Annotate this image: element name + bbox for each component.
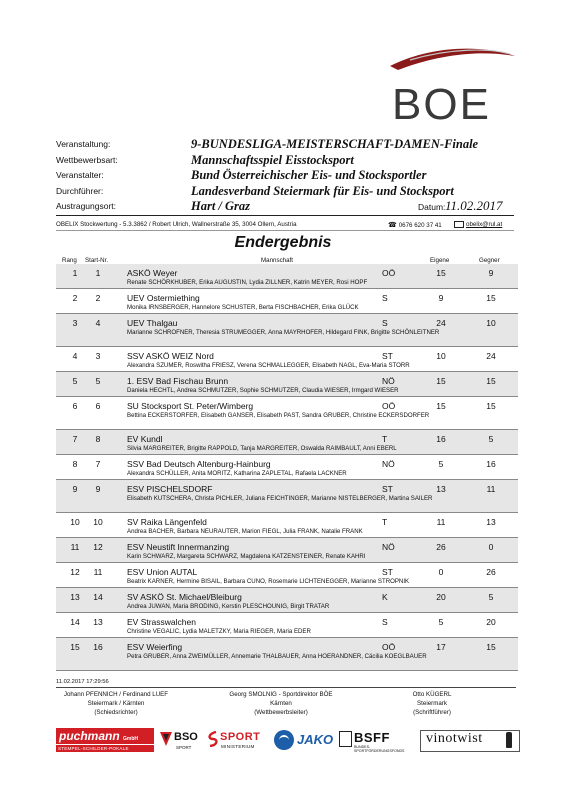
divider (56, 230, 514, 231)
table-row (56, 372, 518, 397)
phone-icon: ☎ (388, 222, 397, 229)
opponent-score-cell: 15 (486, 642, 496, 652)
start-number-cell: 1 (95, 268, 101, 278)
own-score-cell: 15 (436, 268, 446, 278)
page-title: Endergebnis (234, 234, 332, 251)
state-cell: OÖ (382, 268, 396, 278)
puchmann-sub: STEMPEL-SCHILDER-POKALE (56, 745, 154, 752)
opponent-score-cell: 0 (488, 542, 494, 552)
state-cell: NÖ (382, 459, 395, 469)
signature-director (216, 690, 346, 717)
rank-cell: 8 (72, 459, 78, 469)
rank-cell: 7 (72, 434, 78, 444)
veranstalter-value: Bund Österreichischer Eis- und Stocksportler (191, 168, 427, 182)
table-row (56, 638, 518, 671)
durchfuehrer-value: Landesverband Steiermark für Eis- und Stocksport (191, 183, 454, 198)
results-table (56, 264, 518, 671)
start-number-cell: 4 (95, 318, 101, 328)
own-score-cell: 20 (436, 592, 446, 602)
rank-cell: 13 (70, 592, 80, 602)
table-row (56, 430, 518, 455)
rank-cell: 11 (70, 542, 80, 552)
header-gegner: Gegner (479, 257, 500, 264)
rank-cell: 12 (70, 567, 80, 577)
table-row (56, 563, 518, 588)
state-cell: ST (382, 567, 393, 577)
start-number-cell: 5 (95, 376, 101, 386)
start-number-cell: 14 (93, 592, 103, 602)
divider (56, 215, 514, 216)
rank-cell: 5 (72, 376, 78, 386)
players-cell: Alexandra SCHÜLLER, Anita MORITZ, Katharina ZAPLETAL, Rafaela LACKNER (127, 470, 347, 477)
state-cell: S (382, 617, 388, 627)
opponent-score-cell: 15 (486, 376, 496, 386)
own-score-cell: 5 (438, 459, 444, 469)
state-cell: OÖ (382, 401, 396, 411)
own-score-cell: 15 (436, 376, 446, 386)
signature-secretary (384, 690, 480, 717)
team-name-cell: EV Kundl (127, 434, 163, 444)
email-address[interactable]: obelix@rul.at (466, 221, 503, 229)
table-row (56, 538, 518, 563)
table-row (56, 455, 518, 480)
state-cell: NÖ (382, 376, 395, 386)
header-rang: Rang (62, 257, 77, 264)
team-name-cell: SSV Bad Deutsch Altenburg-Hainburg (127, 459, 271, 469)
rank-cell: 14 (70, 617, 80, 627)
own-score-cell: 13 (436, 484, 446, 494)
signature-name: Georg SMOLNIG - Sportdirektor BÖE (229, 691, 333, 698)
austragungsort-label: Austragungsort: (56, 201, 117, 211)
players-cell: Daniela HECHTL, Andrea SCHMUTZER, Sophie SCHMUTZER, Claudia WIESER, Irmgard WIESER (127, 387, 399, 394)
state-cell: T (382, 517, 388, 527)
own-score-cell: 10 (436, 351, 446, 361)
sport-text: SPORT (220, 731, 261, 743)
contact-email[interactable] (454, 221, 502, 228)
players-cell: Bettina ECKERSTORFER, Elisabeth GANSER, Elisabeth PAST, Sandra GRUBER, Christine ECKERSDORFER (127, 412, 430, 419)
table-row (56, 588, 518, 613)
opponent-score-cell: 15 (486, 401, 496, 411)
team-name-cell: SV Raika Längenfeld (127, 517, 207, 527)
veranstaltung-label: Veranstaltung: (56, 139, 111, 149)
table-row (56, 480, 518, 513)
start-number-cell: 16 (93, 642, 103, 652)
signature-referee (56, 690, 176, 717)
signature-role: (Schriftführer) (413, 709, 451, 716)
mail-icon (454, 221, 464, 228)
start-number-cell: 6 (95, 401, 101, 411)
players-cell: Christine VEGALIC, Lydia MALETZKY, Maria RIEGER, Maria EDER (127, 628, 311, 635)
opponent-score-cell: 16 (486, 459, 496, 469)
durchfuehrer-label: Durchführer: (56, 185, 104, 196)
team-name-cell: ESV Union AUTAL (127, 567, 198, 577)
team-name-cell: SU Stocksport St. Peter/Wimberg (127, 401, 254, 411)
own-score-cell: 11 (436, 517, 446, 527)
opponent-score-cell: 5 (488, 434, 494, 444)
event-info (56, 138, 516, 216)
opponent-score-cell: 15 (486, 293, 496, 303)
sportministerium-logo (208, 728, 270, 754)
timestamp: 11.02.2017 17:29:56 (56, 679, 109, 685)
contact-address: OBELIX Stockwertung - 5.3.3862 / Robert Ulrich, Wallnerstraße 35, 3004 Ollern, Austria (56, 221, 297, 228)
start-number-cell: 10 (93, 517, 103, 527)
rank-cell: 4 (72, 351, 78, 361)
state-cell: ST (382, 351, 393, 361)
header-start: Start-Nr. (85, 257, 109, 264)
state-cell: ST (382, 484, 393, 494)
bso-sub: SPORT (176, 745, 192, 750)
players-cell: Petra GRUBER, Anna ZWEIMÜLLER, Annemarie THALBAUER, Anna HOERANDNER, Cäcilia KOEGLBAUER (127, 653, 427, 660)
info-row-veranstalter (56, 169, 516, 185)
players-cell: Elisabeth KUTSCHERA, Christa PICHLER, Juliana FEICHTINGER, Marianne NISTELBERGER, Martina SAILER (127, 495, 433, 502)
opponent-score-cell: 10 (486, 318, 496, 328)
rank-cell: 6 (72, 401, 78, 411)
jako-text: JAKO (297, 732, 334, 747)
team-name-cell: ASKÖ Weyer (127, 268, 178, 278)
rank-cell: 3 (72, 318, 78, 328)
own-score-cell: 9 (438, 293, 444, 303)
table-row (56, 397, 518, 430)
bsff-sub: BUNDES-SPORTFÖRDERUNGSFONDS (354, 745, 405, 753)
vinotwist-text: vinotwist (426, 731, 483, 746)
state-cell: NÖ (382, 542, 395, 552)
signature-region: Steiermark (417, 700, 447, 707)
team-name-cell: EV Strasswalchen (127, 617, 196, 627)
signature-role: (Schiedsrichter) (94, 709, 138, 716)
bso-text: BSO (174, 731, 198, 743)
wettbewerbsart-label: Wettbewerbsart: (56, 154, 118, 165)
players-cell: Andrea JUWAN, Maria BRODING, Kerstin PLESCHOUNIG, Birgit TRATAR (127, 603, 330, 610)
table-row (56, 347, 518, 372)
start-number-cell: 8 (95, 434, 101, 444)
players-cell: Marianne SCHROFNER, Theresia STRUMEGGER, Anna MAYRHOFER, Hildegard FINK, Brigitte SCHÖNLEITNER (127, 329, 440, 336)
team-name-cell: UEV Ostermiething (127, 293, 200, 303)
own-score-cell: 24 (436, 318, 446, 328)
team-name-cell: UEV Thalgau (127, 318, 178, 328)
header-team: Mannschaft (261, 257, 293, 264)
phone-number: 0676 620 37 41 (398, 222, 442, 229)
vinotwist-logo (420, 728, 518, 754)
opponent-score-cell: 24 (486, 351, 496, 361)
team-name-cell: 1. ESV Bad Fischau Brunn (127, 376, 229, 386)
info-row-austragungsort (56, 200, 516, 216)
players-cell: Renate SCHÖRKHUBER, Erika AUGUSTIN, Lydia ZILLNER, Katrin MEYER, Rosi HOPF (127, 279, 368, 286)
own-score-cell: 15 (436, 401, 446, 411)
opponent-score-cell: 20 (486, 617, 496, 627)
jako-logo (274, 728, 334, 754)
puchmann-text: puchmann (59, 729, 120, 743)
state-cell: K (382, 592, 388, 602)
opponent-score-cell: 11 (486, 484, 496, 494)
players-cell: Andrea BACHER, Barbara NEURAUTER, Marion FIEGL, Julia FRANK, Natalie FRANK (127, 528, 363, 535)
sponsor-bar (56, 728, 518, 756)
info-row-veranstaltung (56, 138, 516, 154)
start-number-cell: 13 (93, 617, 103, 627)
jako-swoosh-icon (279, 735, 289, 745)
sport-swirl-icon (208, 731, 218, 747)
opponent-score-cell: 26 (486, 567, 496, 577)
table-row (56, 289, 518, 314)
info-row-wettbewerbsart (56, 154, 516, 170)
players-cell: Beatrix KARNER, Hermine BISAIL, Barbara CUNO, Rosemarie LICHTENEGGER, Marianne STROPNIK (127, 578, 410, 585)
players-cell: Alexandra SZUMER, Roswitha FRIESZ, Verena SCHMALLEGGER, Elisabeth NAGL, Eva-Maria STORR (127, 362, 410, 369)
veranstalter-label: Veranstalter: (56, 170, 104, 180)
date-label: Datum: (418, 202, 446, 212)
own-score-cell: 0 (438, 567, 444, 577)
wettbewerbsart-value: Mannschaftsspiel Eisstocksport (191, 152, 354, 167)
bso-emblem-icon (160, 732, 172, 746)
bsff-emblem-icon (339, 731, 352, 747)
bsff-logo (339, 728, 409, 754)
puchmann-logo (56, 728, 154, 754)
start-number-cell: 2 (95, 293, 101, 303)
players-cell: Silvia MARGREITER, Brigitte RAPPOLD, Tanja MARGREITER, Oswalda RAIMBAULT, Anni EBERL (127, 445, 397, 452)
puchmann-gmbh: GmbH (123, 736, 139, 742)
team-name-cell: SV ASKÖ St. Michael/Bleiburg (127, 592, 242, 602)
own-score-cell: 16 (436, 434, 446, 444)
opponent-score-cell: 9 (488, 268, 494, 278)
rank-cell: 15 (70, 642, 80, 652)
opponent-score-cell: 13 (486, 517, 496, 527)
bsff-text: BSFF (354, 730, 390, 745)
table-row (56, 264, 518, 289)
state-cell: S (382, 293, 388, 303)
signature-region: Steiermark / Kärnten (87, 700, 145, 707)
sport-sub: MINISTERIUM (221, 744, 255, 749)
table-row (56, 613, 518, 638)
start-number-cell: 12 (93, 542, 103, 552)
team-name-cell: SSV ASKÖ WEIZ Nord (127, 351, 214, 361)
opponent-score-cell: 5 (488, 592, 494, 602)
team-name-cell: ESV Neustift Innermanzing (127, 542, 230, 552)
contact-phone (388, 221, 442, 229)
state-cell: OÖ (382, 642, 396, 652)
rank-cell: 9 (72, 484, 78, 494)
players-cell: Monika IRNSBERGER, Hannelore SCHUSTER, Berta FISCHBACHER, Erika GLÜCK (127, 304, 359, 311)
start-number-cell: 11 (93, 567, 103, 577)
header-eigene: Eigene (430, 257, 450, 264)
state-cell: T (382, 434, 388, 444)
table-row (56, 513, 518, 538)
boe-logo-text: BOE (392, 80, 491, 129)
start-number-cell: 3 (95, 351, 101, 361)
rank-cell: 10 (70, 517, 80, 527)
bso-logo (160, 728, 210, 754)
signature-name: Johann PFENNICH / Ferdinand LUEF (63, 691, 169, 698)
table-row (56, 314, 518, 347)
bottle-icon (506, 732, 512, 748)
players-cell: Karin SCHWARZ, Margareta SCHWARZ, Magdalena KATZENSTEINER, Renate KAHRI (127, 553, 366, 560)
start-number-cell: 7 (95, 459, 101, 469)
own-score-cell: 26 (436, 542, 446, 552)
divider (56, 687, 516, 688)
veranstaltung-value: 9-BUNDESLIGA-MEISTERSCHAFT-DAMEN-Finale (191, 137, 479, 151)
team-name-cell: ESV Weierfing (127, 642, 183, 652)
team-name-cell: ESV PISCHELSDORF (127, 484, 213, 494)
own-score-cell: 5 (438, 617, 444, 627)
date-value: 11.02.2017 (445, 198, 503, 213)
signature-region: Kärnten (270, 700, 292, 707)
rank-cell: 2 (72, 293, 78, 303)
own-score-cell: 17 (436, 642, 446, 652)
signature-name: Otto KÜGERL (412, 691, 452, 698)
rank-cell: 1 (72, 268, 78, 278)
austragungsort-value: Hart / Graz (191, 199, 251, 213)
signature-role: (Wettbewerbsleiter) (254, 709, 308, 716)
start-number-cell: 9 (95, 484, 101, 494)
state-cell: S (382, 318, 388, 328)
